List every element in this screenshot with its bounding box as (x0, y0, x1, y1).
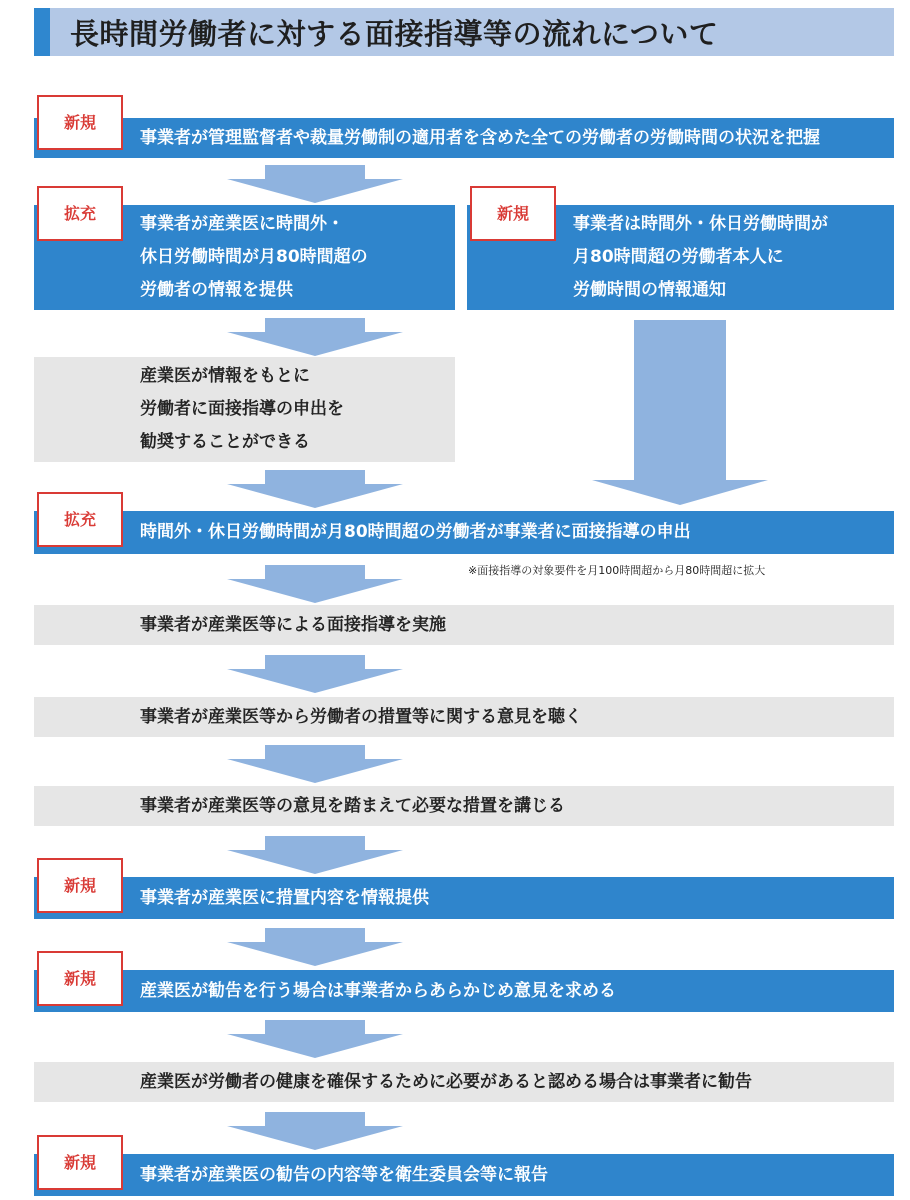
badge-expanded: 拡充 (37, 186, 123, 241)
down-arrow (225, 470, 405, 508)
step-text: 事業者が産業医等から労働者の措置等に関する意見を聴く (140, 706, 582, 727)
title-accent (34, 8, 50, 56)
down-arrow (225, 928, 405, 966)
down-arrow (225, 745, 405, 783)
down-arrow (225, 318, 405, 356)
note-text: ※面接指導の対象要件を月100時間超から月80時間超に拡大 (468, 564, 766, 577)
badge-new: 新規 (37, 1135, 123, 1190)
step-text: 事業者が産業医に措置内容を情報提供 (140, 887, 429, 908)
badge-new: 新規 (37, 951, 123, 1006)
down-arrow (225, 836, 405, 874)
step-box-7 (34, 697, 894, 737)
badge-new: 新規 (37, 858, 123, 913)
step-text: 事業者が産業医の勧告の内容等を衛生委員会等に報告 (140, 1164, 548, 1185)
down-arrow (225, 165, 405, 203)
step-text: 事業者が産業医等による面接指導を実施 (140, 614, 446, 635)
step-box-9 (34, 877, 894, 919)
step-box-11 (34, 1062, 894, 1102)
step-box-12 (34, 1154, 894, 1196)
down-arrow (225, 1112, 405, 1150)
step-text: 時間外・休日労働時間が月80時間超の労働者が事業者に面接指導の申出 (140, 522, 691, 542)
step-text: 産業医が情報をもとに 労働者に面接指導の申出を 勧奨することができる (140, 366, 344, 452)
page-title: 長時間労働者に対する面接指導等の流れについて (70, 17, 719, 51)
step-text: 事業者が産業医等の意見を踏まえて必要な措置を講じる (140, 795, 565, 816)
step-box-5 (34, 511, 894, 554)
down-arrow (225, 565, 405, 603)
step-box-8 (34, 786, 894, 826)
down-arrow (225, 655, 405, 693)
long-down-arrow (590, 320, 770, 505)
step-text: 事業者が産業医に時間外・ 休日労働時間が月80時間超の 労働者の情報を提供 (140, 214, 368, 300)
step-box-1 (34, 118, 894, 158)
step-text: 事業者が管理監督者や裁量労働制の適用者を含めた全ての労働者の労働時間の状況を把握 (140, 127, 820, 148)
step-text: 産業医が勧告を行う場合は事業者からあらかじめ意見を求める (140, 980, 616, 1001)
step-text: 事業者は時間外・休日労働時間が 月80時間超の労働者本人に 労働時間の情報通知 (573, 214, 828, 300)
badge-new: 新規 (470, 186, 556, 241)
step-text: 産業医が労働者の健康を確保するために必要があると認める場合は事業者に勧告 (140, 1071, 752, 1092)
badge-new: 新規 (37, 95, 123, 150)
down-arrow (225, 1020, 405, 1058)
step-box-6 (34, 605, 894, 645)
badge-expanded: 拡充 (37, 492, 123, 547)
step-box-4 (34, 357, 455, 462)
step-box-10 (34, 970, 894, 1012)
